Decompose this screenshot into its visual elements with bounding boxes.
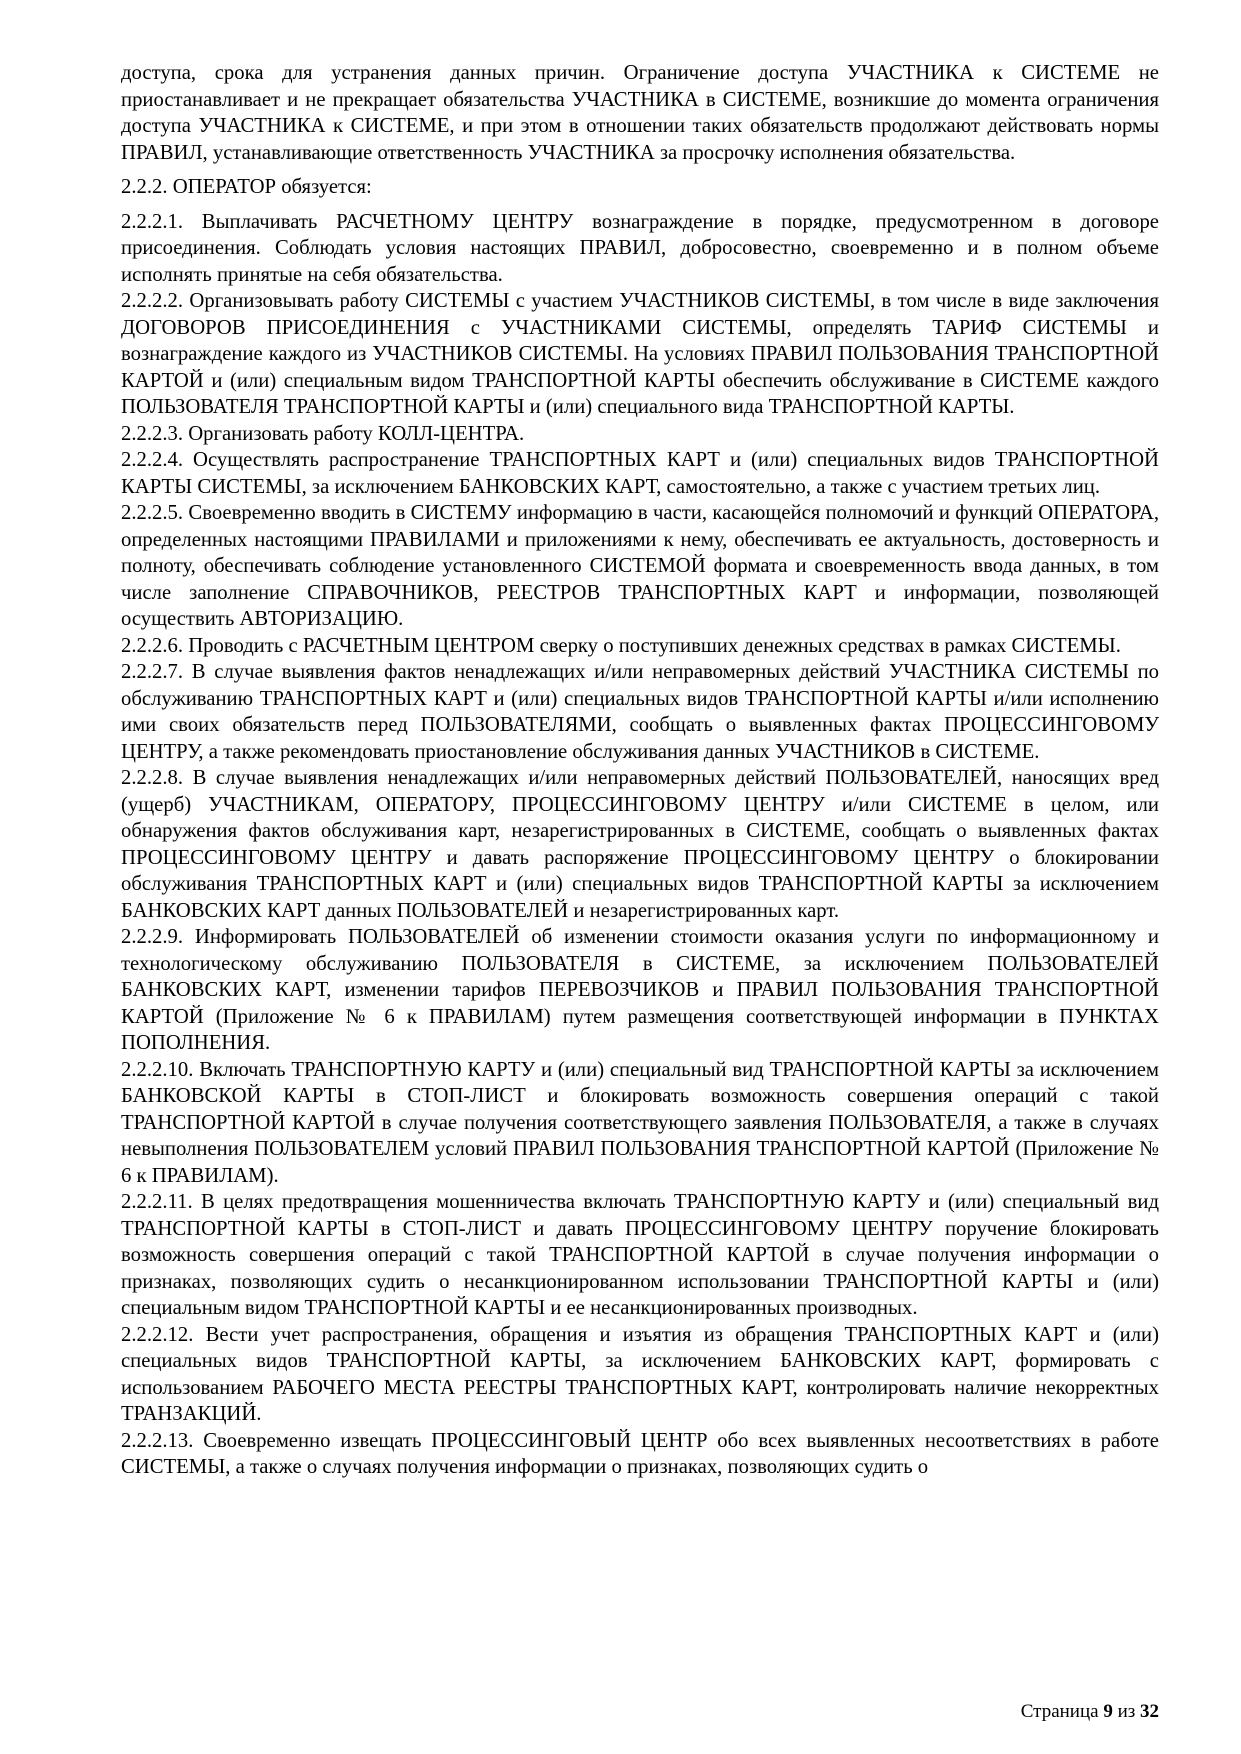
page-footer bbox=[1021, 1700, 1159, 1724]
clause-2-2-2-11: 2.2.2.11. В целях предотвращения мошенничества включать ТРАНСПОРТНУЮ КАРТУ и (или) специальный вид ТРАНСПОРТНОЙ КАРТЫ в СТОП-ЛИСТ и давать ПРОЦЕССИНГОВОМУ ЦЕНТРУ поручение блокировать возможность совершения операций с такой ТРАНСПОРТНОЙ КАРТОЙ в случае получения информации о признаках, позволяющих судить о несанкционированном использовании ТРАНСПОРТНОЙ КАРТЫ и (или) специальным видом ТРАНСПОРТНОЙ КАРТЫ и ее несанкционированных производных. bbox=[121, 1191, 1159, 1319]
clause-2-2-2-12: 2.2.2.12. Вести учет распространения, обращения и изъятия из обращения ТРАНСПОРТНЫХ КАРТ и (или) специальных видов ТРАНСПОРТНОЙ КАРТЫ, за исключением БАНКОВСКИХ КАРТ, формировать с использованием РАБОЧЕГО МЕСТА РЕЕСТРЫ ТРАНСПОРТНЫХ КАРТ, контролировать наличие некорректных ТРАНЗАКЦИЙ. bbox=[121, 1323, 1159, 1425]
of-label: из bbox=[1117, 1701, 1136, 1722]
section-heading-2-2-2: 2.2.2. ОПЕРАТОР обязуется: bbox=[121, 176, 372, 198]
clause-2-2-2-3: 2.2.2.3. Организовать работу КОЛЛ-ЦЕНТРА. bbox=[121, 422, 525, 445]
clause-2-2-2-6: 2.2.2.6. Проводить с РАСЧЕТНЫМ ЦЕНТРОМ сверку о поступивших денежных средствах в рамках СИСТЕМЫ. bbox=[121, 634, 1121, 657]
paragraph-intro: доступа, срока для устранения данных причин. Ограничение доступа УЧАСТНИКА к СИСТЕМЕ не приостанавливает и не прекращает обязательства УЧАСТНИКА в СИСТЕМЕ, возникшие до момента ограничения доступа УЧАСТНИКА к СИСТЕМЕ, и при этом в отношении таких обязательств продолжают действовать нормы ПРАВИЛ, устанавливающие ответственность УЧАСТНИКА за просрочку исполнения обязательства. bbox=[121, 62, 1159, 164]
total-pages: 32 bbox=[1140, 1701, 1159, 1722]
clause-2-2-2-8: 2.2.2.8. В случае выявления ненадлежащих и/или неправомерных действий ПОЛЬЗОВАТЕЛЕЙ, наносящих вред (ущерб) УЧАСТНИКАМ, ОПЕРАТОРУ, ПРОЦЕССИНГОВОМУ ЦЕНТРУ и/или СИСТЕМЕ в целом, или обнаружения фактов обслуживания карт, незарегистрированных в СИСТЕМЕ, сообщать о выявленных фактах ПРОЦЕССИНГОВОМУ ЦЕНТРУ и давать распоряжение ПРОЦЕССИНГОВОМУ ЦЕНТРУ о блокировании обслуживания ТРАНСПОРТНЫХ КАРТ и (или) специальных видов ТРАНСПОРТНОЙ КАРТЫ за исключением БАНКОВСКИХ КАРТ данных ПОЛЬЗОВАТЕЛЕЙ и незарегистрированных карт. bbox=[121, 767, 1159, 922]
clause-2-2-2-9: 2.2.2.9. Информировать ПОЛЬЗОВАТЕЛЕЙ об изменении стоимости оказания услуги по информационному и технологическому обслуживанию ПОЛЬЗОВАТЕЛЯ в СИСТЕМЕ, за исключением ПОЛЬЗОВАТЕЛЕЙ БАНКОВСКИХ КАРТ, изменении тарифов ПЕРЕВОЗЧИКОВ и ПРАВИЛ ПОЛЬЗОВАНИЯ ТРАНСПОРТНОЙ КАРТОЙ (Приложение № 6 к ПРАВИЛАМ) путем размещения соответствующей информации в ПУНКТАХ ПОПОЛНЕНИЯ. bbox=[121, 926, 1159, 1054]
clause-2-2-2-10: 2.2.2.10. Включать ТРАНСПОРТНУЮ КАРТУ и (или) специальный вид ТРАНСПОРТНОЙ КАРТЫ за исключением БАНКОВСКОЙ КАРТЫ в СТОП-ЛИСТ и блокировать возможность совершения операций с такой ТРАНСПОРТНОЙ КАРТОЙ в случае получения соответствующего заявления ПОЛЬЗОВАТЕЛЯ, а также в случаях невыполнения ПОЛЬЗОВАТЕЛЕМ условий ПРАВИЛ ПОЛЬЗОВАНИЯ ТРАНСПОРТНОЙ КАРТОЙ (Приложение № 6 к ПРАВИЛАМ). bbox=[121, 1058, 1159, 1187]
clause-2-2-2-13: 2.2.2.13. Своевременно извещать ПРОЦЕССИНГОВЫЙ ЦЕНТР обо всех выявленных несоответствиях в работе СИСТЕМЫ, а также о случаях получения информации о признаках, позволяющих судить о bbox=[121, 1429, 1159, 1478]
clause-2-2-2-5: 2.2.2.5. Своевременно вводить в СИСТЕМУ информацию в части, касающейся полномочий и функций ОПЕРАТОРА, определенных настоящими ПРАВИЛАМИ и приложениями к нему, обеспечивать ее актуальность, достоверность и полноту, обеспечивать соблюдение установленного СИСТЕМОЙ формата и своевременность ввода данных, в том числе заполнение СПРАВОЧНИКОВ, РЕЕСТРОВ ТРАНСПОРТНЫХ КАРТ и информации, позволяющей осуществить АВТОРИЗАЦИЮ. bbox=[121, 502, 1159, 630]
page-label: Страница bbox=[1020, 1701, 1099, 1722]
clause-2-2-2-4: 2.2.2.4. Осуществлять распространение ТРАНСПОРТНЫХ КАРТ и (или) специальных видов ТРАНСПОРТНОЙ КАРТЫ СИСТЕМЫ, за исключением БАНКОВСКИХ КАРТ, самостоятельно, а также с участием третьих лиц. bbox=[121, 449, 1159, 498]
page-number: 9 bbox=[1103, 1701, 1113, 1722]
clause-2-2-2-7: 2.2.2.7. В случае выявления фактов ненадлежащих и/или неправомерных действий УЧАСТНИКА СИСТЕМЫ по обслуживанию ТРАНСПОРТНЫХ КАРТ и (или) специальных видов ТРАНСПОРТНОЙ КАРТЫ и/или исполнению ими своих обязательств перед ПОЛЬЗОВАТЕЛЯМИ, сообщать о выявленных фактах ПРОЦЕССИНГОВОМУ ЦЕНТРУ, а также рекомендовать приостановление обслуживания данных УЧАСТНИКОВ в СИСТЕМЕ. bbox=[121, 661, 1159, 763]
clause-2-2-2-2: 2.2.2.2. Организовывать работу СИСТЕМЫ с участием УЧАСТНИКОВ СИСТЕМЫ, в том числе в виде заключения ДОГОВОРОВ ПРИСОЕДИНЕНИЯ с УЧАСТНИКАМИ СИСТЕМЫ, определять ТАРИФ СИСТЕМЫ и вознаграждение каждого из УЧАСТНИКОВ СИСТЕМЫ. На условиях ПРАВИЛ ПОЛЬЗОВАНИЯ ТРАНСПОРТНОЙ КАРТОЙ и (или) специальным видом ТРАНСПОРТНОЙ КАРТЫ обеспечить обслуживание в СИСТЕМЕ каждого ПОЛЬЗОВАТЕЛЯ ТРАНСПОРТНОЙ КАРТЫ и (или) специального вида ТРАНСПОРТНОЙ КАРТЫ. bbox=[121, 290, 1159, 418]
page-body bbox=[121, 60, 1159, 1481]
clause-2-2-2-1: 2.2.2.1. Выплачивать РАСЧЕТНОМУ ЦЕНТРУ вознаграждение в порядке, предусмотренном в договоре присоединения. Соблюдать условия настоящих ПРАВИЛ, добросовестно, своевременно и в полном объеме исполнять принятые на себя обязательства. bbox=[121, 210, 1159, 286]
